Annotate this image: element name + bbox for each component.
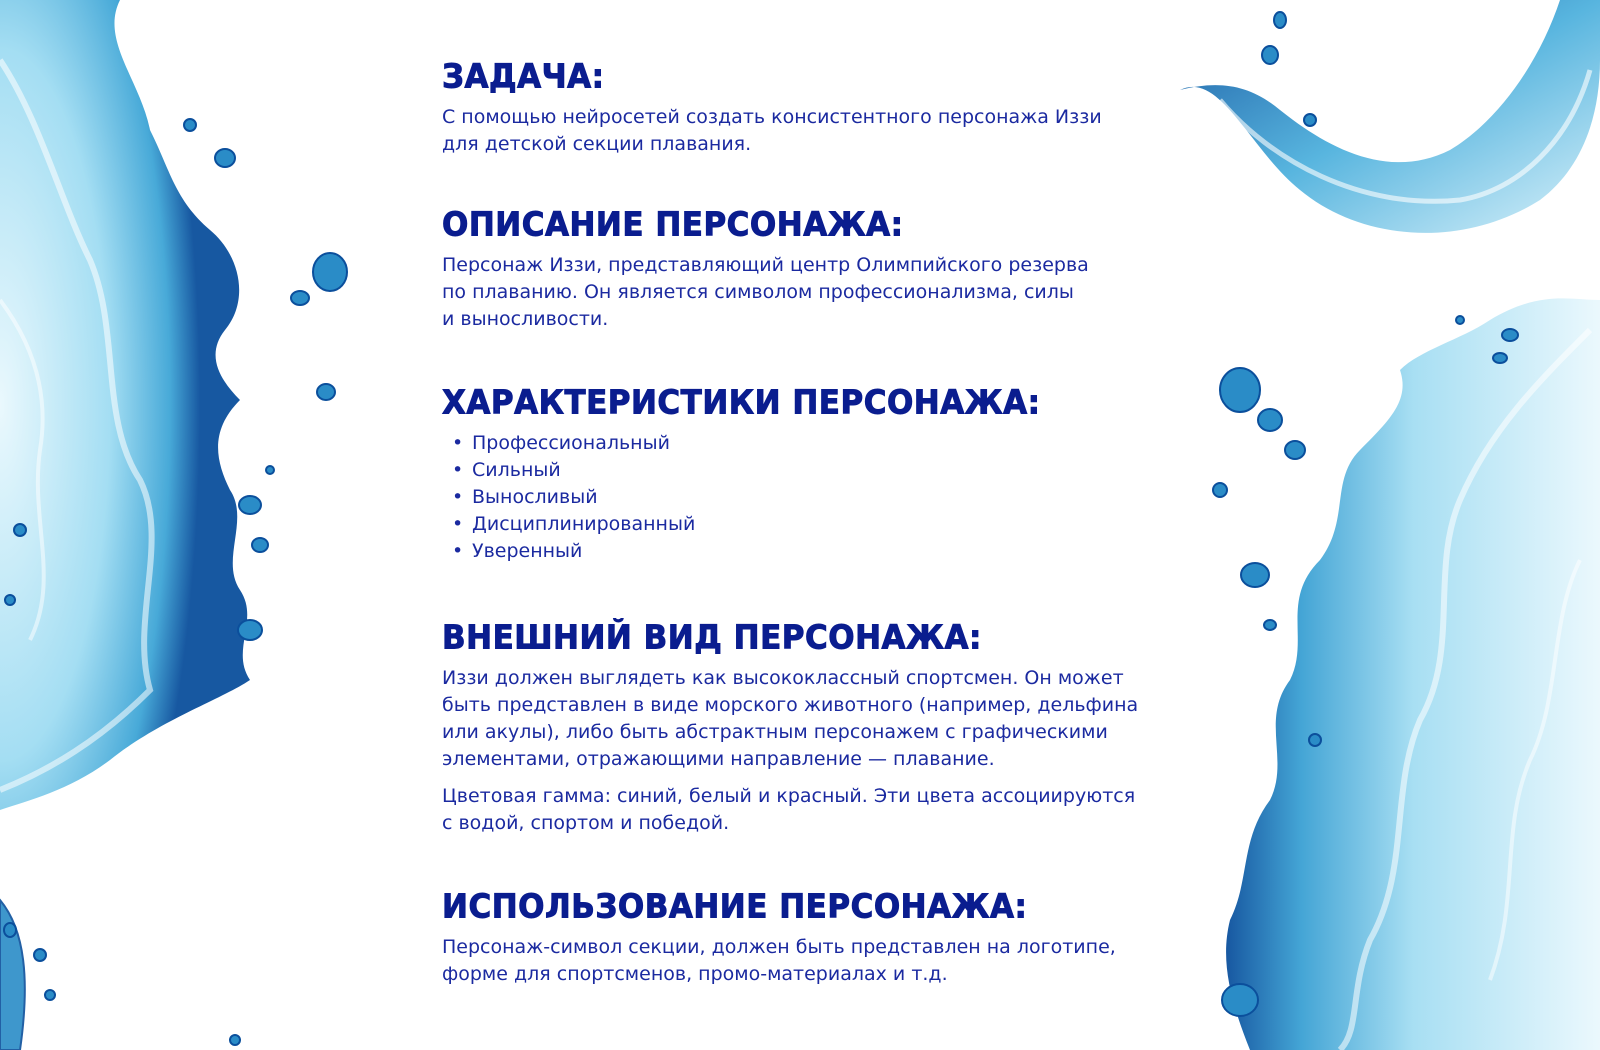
section-text: С помощью нейросетей создать консистентного персонажа Иззи для детской секции плавания. (442, 106, 1102, 155)
section-text: Иззи должен выглядеть как высококлассный спортсмен. Он может быть представлен в виде морского животного (например, дельфина или акулы), либо быть абстрактным персонажем с графическими элементами, отражающими направление — плавание. (442, 667, 1139, 770)
section-heading: ОПИСАНИЕ ПЕРСОНАЖА: (442, 206, 904, 244)
water-splash-left (0, 0, 380, 1050)
section-usage (442, 886, 1162, 988)
content-column (442, 0, 1162, 1050)
section-heading: ХАРАКТЕРИСТИКИ ПЕРСОНАЖА: (442, 384, 1041, 422)
section-traits (442, 382, 1162, 565)
section-appearance (442, 617, 1162, 837)
section-heading: ВНЕШНИЙ ВИД ПЕРСОНАЖА: (442, 619, 982, 657)
list-item: • Сильный (442, 457, 1162, 484)
list-item: • Уверенный (442, 538, 1162, 565)
traits-list (442, 430, 1162, 565)
water-splash-right (1160, 0, 1600, 1050)
section-heading: ЗАДАЧА: (442, 58, 605, 96)
section-task (442, 56, 1162, 158)
section-heading: ИСПОЛЬЗОВАНИЕ ПЕРСОНАЖА: (442, 888, 1028, 926)
section-description (442, 204, 1162, 333)
list-item: • Дисциплинированный (442, 511, 1162, 538)
section-text: Персонаж Иззи, представляющий центр Олимпийского резерва по плаванию. Он является символом профессионализма, силы и выносливости. (442, 254, 1089, 330)
color-scheme-text: Цветовая гамма: синий, белый и красный. Эти цвета ассоциируются с водой, спортом и победой. (442, 785, 1136, 834)
list-item: • Профессиональный (442, 430, 1162, 457)
list-item: • Выносливый (442, 484, 1162, 511)
section-text: Персонаж-символ секции, должен быть представлен на логотипе, форме для спортсменов, промо-материалах и т.д. (442, 936, 1116, 985)
